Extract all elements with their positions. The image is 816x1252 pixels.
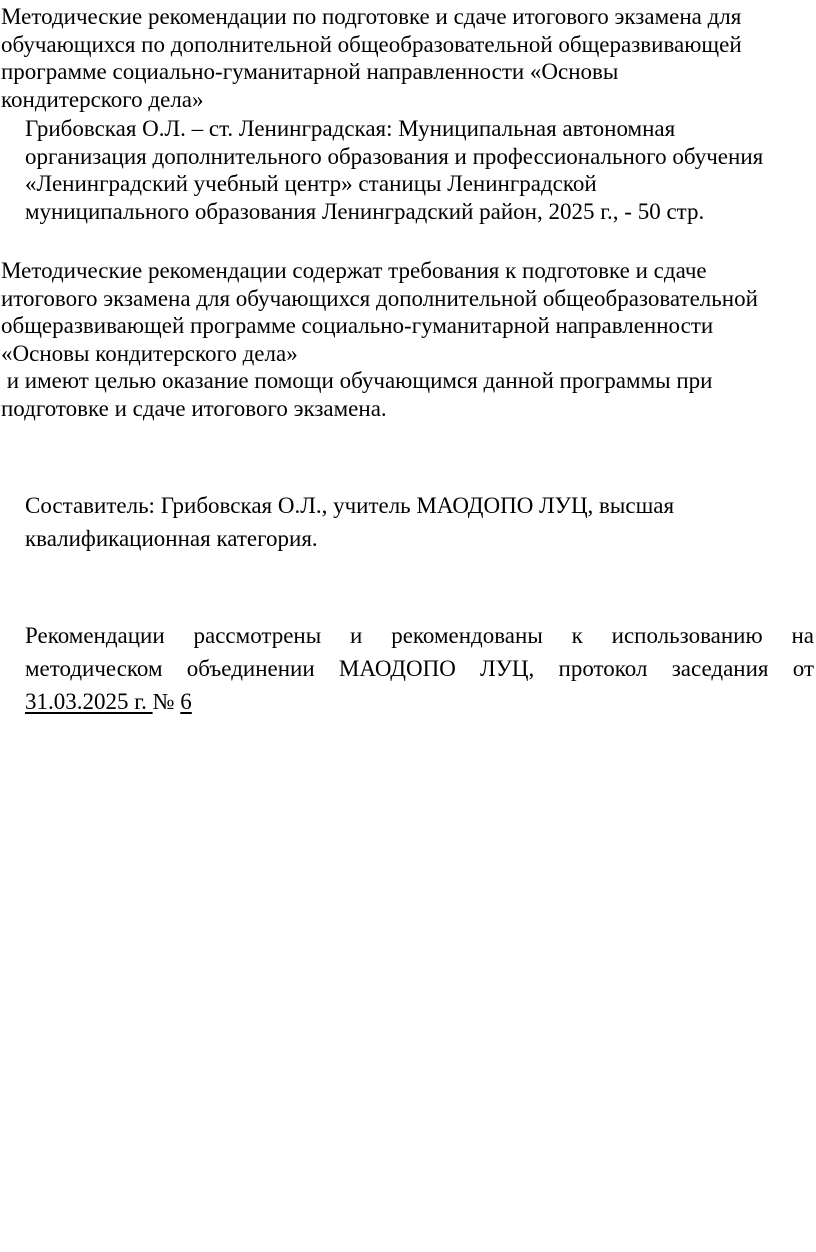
title-line: программе социально-гуманитарной направленности «Основы [1,59,619,84]
summary-line: и имеют целью оказание помощи обучающимся данной программы при [1,368,713,393]
review-line-protocol [25,685,814,718]
compiler-info [25,489,815,555]
summary-line: общеразвивающей программе социально-гуманитарной направленности [1,313,714,338]
title-line: кондитерского дела» [1,86,204,112]
biblio-line: «Ленинградский учебный центр» станицы Ленинградской [25,171,597,196]
document-title [1,3,813,113]
review-line: Рекомендации рассмотрены и рекомендованы к использованию на [25,623,814,648]
protocol-number: 6 [180,689,192,714]
biblio-line: организация дополнительного образования и профессионального обучения [25,143,764,169]
summary-paragraph [1,257,813,422]
summary-line: подготовке и сдаче итогового экзамена. [1,395,387,421]
title-line: обучающихся по дополнительной общеобразовательной общеразвивающей [1,31,742,57]
biblio-line: Грибовская О.Л. – ст. Ленинградская: Муниципальная автономная [25,116,676,141]
summary-line: Методические рекомендации содержат требования к подготовке и сдаче [1,258,707,283]
compiler-line: Составитель: Грибовская О.Л., учитель МАОДОПО ЛУЦ, высшая [25,493,675,518]
summary-line: «Основы кондитерского дела» [1,340,298,366]
title-line: Методические рекомендации по подготовке и сдаче итогового экзамена для [1,4,742,29]
protocol-date: 31.03.2025 г. [25,689,153,714]
biblio-line: муниципального образования Ленинградский район, 2025 г., - 50 стр. [25,198,705,224]
compiler-line: квалификационная категория. [25,526,318,551]
number-sign: № [152,689,181,714]
bibliographic-reference [25,115,815,225]
review-statement [25,619,814,718]
review-line: методическом объединении МАОДОПО ЛУЦ, протокол заседания от [25,656,814,681]
summary-line: итогового экзамена для обучающихся дополнительной общеобразовательной [1,285,758,311]
